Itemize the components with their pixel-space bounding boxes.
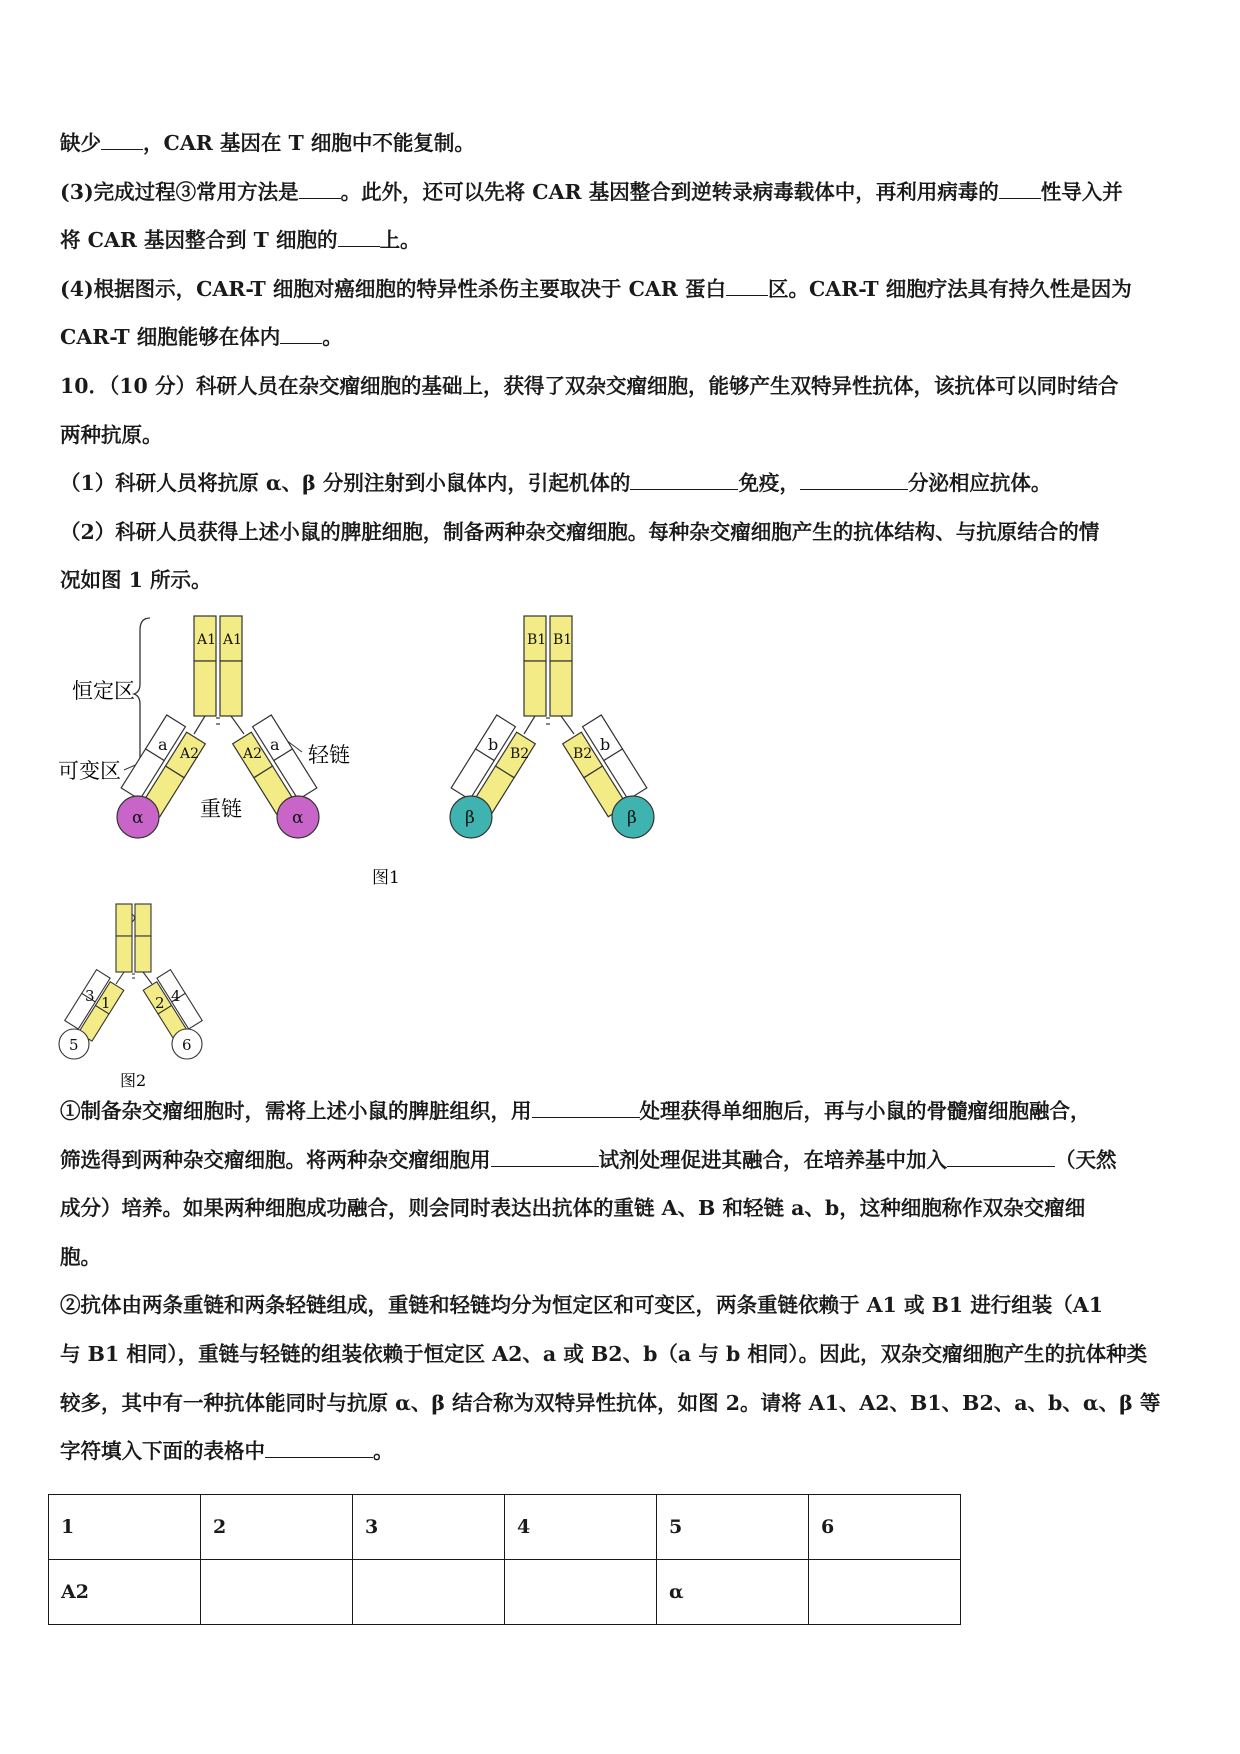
text: 免疫， — [738, 471, 800, 495]
answer-cell[interactable] — [505, 1560, 657, 1625]
text: （1）科研人员将抗原 α、β 分别注射到小鼠体内，引起机体的 — [60, 471, 631, 495]
label: β — [465, 808, 475, 828]
table-row — [49, 1560, 961, 1625]
label: β — [627, 808, 637, 828]
label: α — [292, 808, 304, 828]
text: ，CAR 基因在 T 细胞中不能复制。 — [143, 131, 475, 155]
answer-blank[interactable] — [999, 178, 1041, 199]
position-5-label: 5 — [69, 1036, 79, 1054]
text: 。 — [322, 325, 343, 349]
label: B2 — [573, 746, 593, 762]
answer-blank[interactable] — [338, 226, 380, 247]
text-line: 较多，其中有一种抗体能同时与抗原 α、β 结合称为双特异性抗体，如图 2。请将 A1、A2、B1、B2、a、b、α、β 等 — [60, 1391, 1161, 1415]
label: α — [132, 808, 144, 828]
text-line: 胞。 — [60, 1245, 101, 1269]
position-6-label: 6 — [182, 1036, 192, 1054]
text: (4)根据图示，CAR-T 细胞对癌细胞的特异性杀伤主要取决于 CAR 蛋白 — [60, 277, 726, 301]
label: B1 — [553, 632, 573, 648]
figure-1-caption: 图1 — [372, 868, 400, 888]
text: 试剂处理促进其融合，在培养基中加入 — [598, 1148, 947, 1172]
answer-blank[interactable] — [101, 129, 143, 150]
position-2-label: 2 — [155, 994, 165, 1012]
table-header-row — [49, 1495, 961, 1560]
label: A2 — [180, 746, 200, 762]
figure-1 — [0, 600, 760, 900]
text-line — [60, 1096, 1091, 1126]
label: b — [488, 735, 499, 754]
header-cell: 5 — [657, 1495, 809, 1560]
text-line: 成分）培养。如果两种细胞成功融合，则会同时表达出抗体的重链 A、B 和轻链 a、b，这种细胞称作双杂交瘤细 — [60, 1196, 1086, 1220]
header-cell: 1 — [49, 1495, 201, 1560]
label: B1 — [527, 632, 547, 648]
text: 将 CAR 基因整合到 T 细胞的 — [60, 228, 338, 252]
answer-table — [48, 1494, 961, 1625]
text-line — [60, 1436, 394, 1466]
answer-blank[interactable] — [800, 469, 908, 490]
text-line: 况如图 1 所示。 — [60, 568, 212, 592]
text: 分泌相应抗体。 — [907, 471, 1052, 495]
question-10-line: 两种抗原。 — [60, 423, 163, 447]
light-chain-label: 轻链 — [308, 743, 350, 767]
text-line — [60, 177, 1123, 207]
label: b — [600, 735, 611, 754]
heavy-chain-label: 重链 — [200, 797, 242, 821]
text-line: （2）科研人员获得上述小鼠的脾脏细胞，制备两种杂交瘤细胞。每种杂交瘤细胞产生的抗体结构、与抗原结合的情 — [60, 520, 1100, 544]
answer-blank[interactable] — [532, 1097, 640, 1118]
text: 。 — [373, 1439, 394, 1463]
label: a — [270, 735, 280, 754]
answer-cell[interactable]: A2 — [49, 1560, 201, 1625]
answer-blank[interactable] — [491, 1146, 599, 1167]
figure-2-caption: 图2 — [120, 1071, 147, 1090]
answer-cell[interactable] — [201, 1560, 353, 1625]
position-4-label: 4 — [171, 987, 181, 1005]
text-line — [60, 322, 343, 352]
text: 筛选得到两种杂交瘤细胞。将两种杂交瘤细胞用 — [60, 1148, 491, 1172]
constant-region-label: 恒定区 — [72, 679, 135, 703]
label: A2 — [243, 746, 263, 762]
text: ①制备杂交瘤细胞时，需将上述小鼠的脾脏组织，用 — [60, 1099, 532, 1123]
text-line: ②抗体由两条重链和两条轻链组成，重链和轻链均分为恒定区和可变区，两条重链依赖于 A1 或 B1 进行组装（A1 — [60, 1293, 1103, 1317]
header-cell: 6 — [809, 1495, 961, 1560]
position-3-label: 3 — [85, 987, 95, 1005]
label: A1 — [223, 632, 243, 648]
text: 上。 — [379, 228, 421, 252]
text-line — [60, 274, 1132, 304]
text: 区。CAR-T 细胞疗法具有持久性是因为 — [767, 277, 1132, 301]
text: 缺少 — [60, 131, 101, 155]
answer-cell[interactable] — [809, 1560, 961, 1625]
answer-cell[interactable]: α — [657, 1560, 809, 1625]
answer-blank[interactable] — [630, 469, 738, 490]
text: 字符填入下面的表格中 — [60, 1439, 265, 1463]
answer-blank[interactable] — [947, 1146, 1055, 1167]
question-10-line: 10．（10 分）科研人员在杂交瘤细胞的基础上，获得了双杂交瘤细胞，能够产生双特异性抗体，该抗体可以同时结合 — [60, 374, 1119, 398]
answer-blank[interactable] — [726, 275, 768, 296]
text: CAR-T 细胞能够在体内 — [60, 325, 281, 349]
text-line: 与 B1 相同），重链与轻链的组装依赖于恒定区 A2、a 或 B2、b（a 与 b 相同）。因此，双杂交瘤细胞产生的抗体种类 — [60, 1342, 1148, 1366]
answer-blank[interactable] — [265, 1437, 373, 1458]
antibody-b — [449, 616, 654, 838]
label: a — [158, 735, 168, 754]
answer-blank[interactable] — [280, 323, 322, 344]
header-cell: 3 — [353, 1495, 505, 1560]
label: B2 — [510, 746, 530, 762]
text-line — [60, 128, 475, 158]
text: 性导入并 — [1040, 180, 1123, 204]
text: （天然 — [1055, 1148, 1117, 1172]
header-cell: 2 — [201, 1495, 353, 1560]
text-line — [60, 468, 1051, 498]
position-1-label: 1 — [101, 994, 111, 1012]
answer-blank[interactable] — [299, 178, 341, 199]
variable-region-label: 可变区 — [58, 759, 121, 783]
text: 。此外，还可以先将 CAR 基因整合到逆转录病毒载体中，再利用病毒的 — [340, 180, 999, 204]
text: (3)完成过程③常用方法是 — [60, 180, 299, 204]
text-line — [60, 225, 421, 255]
answer-cell[interactable] — [353, 1560, 505, 1625]
figure-2 — [40, 898, 230, 1094]
label: A1 — [197, 632, 217, 648]
text-line — [60, 1145, 1117, 1175]
text: 处理获得单细胞后，再与小鼠的骨髓瘤细胞融合， — [639, 1099, 1091, 1123]
header-cell: 4 — [505, 1495, 657, 1560]
